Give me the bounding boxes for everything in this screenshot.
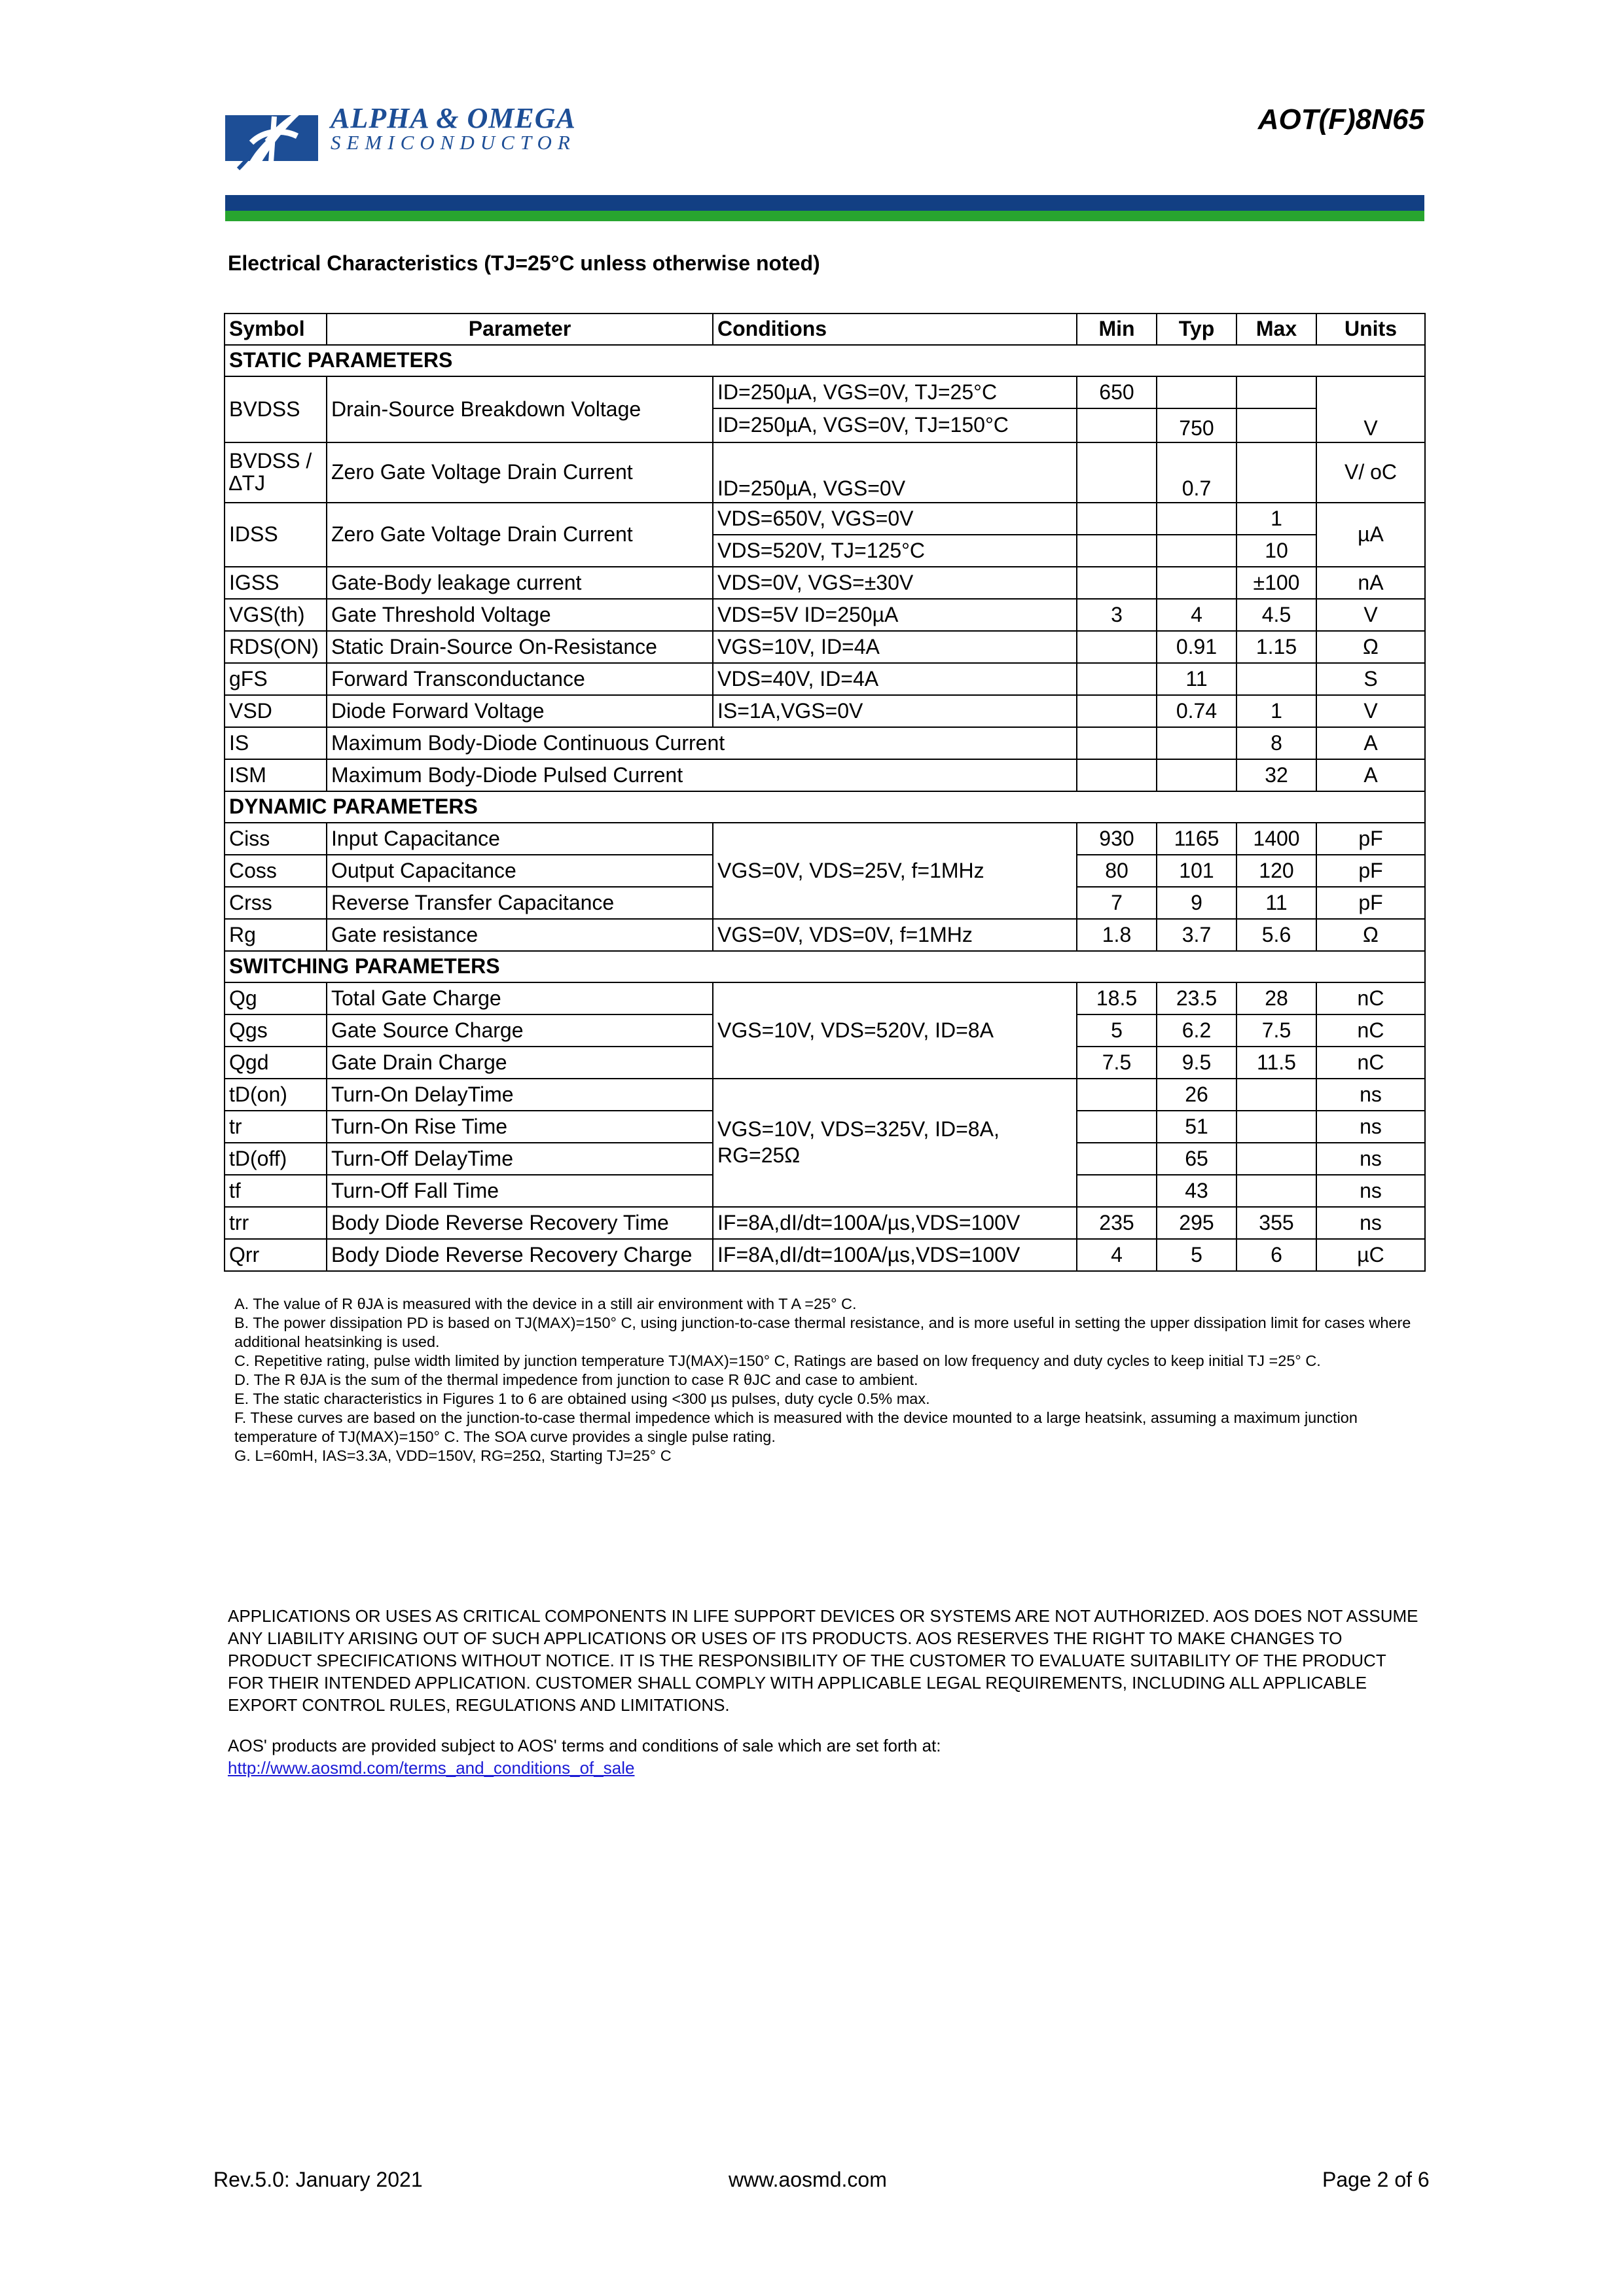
min-cell [1077,727,1157,759]
typ-cell: 5 [1157,1239,1236,1271]
section-label: STATIC PARAMETERS [225,345,1425,376]
legal-disclaimer: APPLICATIONS OR USES AS CRITICAL COMPONENTS IN LIFE SUPPORT DEVICES OR SYSTEMS ARE NOT AUTHORIZED. AOS DOES NOT ASSUME ANY LIABILITY ARISING OUT OF SUCH APPLICATIONS OR USES OF ITS PRODUCTS. AOS RESERVES THE RIGHT TO MAKE CHANGES TO PRODUCT SPECIFICATIONS WITHOUT NOTICE. IT IS THE RESPONSIBILITY OF THE CUSTOMER TO EVALUATE SUITABILITY OF THE PRODUCT FOR THEIR INTENDED APPLICATION. CUSTOMER SHALL COMPLY WITH APPLICABLE LEGAL REQUIREMENTS, INCLUDING ALL APPLICABLE EXPORT CONTROL RULES, REGULATIONS AND LIMITATIONS. [228,1606,1418,1715]
units-cell: nC [1316,1047,1425,1079]
max-cell [1236,1111,1316,1143]
terms-text: AOS' products are provided subject to AOS' terms and conditions of sale which are set forth at: [228,1736,941,1755]
typ-cell [1157,503,1236,535]
max-cell [1236,663,1316,695]
symbol-cell: BVDSS /∆TJ [225,442,327,503]
max-cell: 8 [1236,727,1316,759]
parameter-cell: Zero Gate Voltage Drain Current [327,442,713,503]
conditions-cell: VGS=0V, VDS=0V, f=1MHz [713,919,1077,951]
units-cell: pF [1316,855,1425,887]
min-cell: 7 [1077,887,1157,919]
conditions-cell: IS=1A,VGS=0V [713,695,1077,727]
parameter-cell: Gate Drain Charge [327,1047,713,1079]
table-row [225,442,1425,503]
alpha-omega-logo-icon [225,103,318,170]
symbol-cell: RDS(ON) [225,631,327,663]
conditions-cell: VDS=5V ID=250µA [713,599,1077,631]
section-row-switching [225,951,1425,982]
units-cell: ns [1316,1111,1425,1143]
section-title [228,251,820,276]
conditions-cell: VDS=520V, TJ=125°C [713,535,1077,567]
symbol-cell: VGS(th) [225,599,327,631]
typ-cell: 43 [1157,1175,1236,1207]
units-cell: µC [1316,1239,1425,1271]
typ-cell: 1165 [1157,823,1236,855]
units-cell: V [1316,695,1425,727]
parameter-cell: Turn-Off Fall Time [327,1175,713,1207]
min-cell: 5 [1077,1014,1157,1047]
min-cell [1077,442,1157,503]
footer-page-number: Page 2 of 6 [1322,2168,1430,2191]
table-row [225,599,1425,631]
col-header-conditions: Conditions [713,314,1077,345]
table-row [225,631,1425,663]
units-cell: S [1316,663,1425,695]
units-cell: V [1316,599,1425,631]
symbol-cell: Qgs [225,1014,327,1047]
typ-cell: 23.5 [1157,982,1236,1014]
table-row [225,1207,1425,1239]
max-cell [1236,1143,1316,1175]
electrical-characteristics-table [224,313,1426,1272]
max-cell: 10 [1236,535,1316,567]
section-title-text: Electrical Characteristics (TJ=25°C unless otherwise noted) [228,251,820,275]
section-row-dynamic [225,791,1425,823]
max-cell [1236,408,1316,442]
terms-link[interactable]: http://www.aosmd.com/terms_and_conditions_of_sale [228,1758,635,1778]
footnote-g: G. L=60mH, IAS=3.3A, VDD=150V, RG=25Ω, Starting TJ=25° C [234,1447,672,1464]
units-cell: µA [1316,503,1425,567]
min-cell [1077,631,1157,663]
switch-cond-line-1: VGS=10V, VDS=325V, ID=8A, [717,1117,1000,1141]
parameter-cell: Maximum Body-Diode Continuous Current [327,727,1077,759]
typ-cell [1157,535,1236,567]
parameter-cell: Turn-Off DelayTime [327,1143,713,1175]
section-label: DYNAMIC PARAMETERS [225,791,1425,823]
table-row [225,919,1425,951]
min-cell: 650 [1077,376,1157,408]
min-cell [1077,663,1157,695]
max-cell: 355 [1236,1207,1316,1239]
conditions-cell: VGS=10V, ID=4A [713,631,1077,663]
max-cell: 1400 [1236,823,1316,855]
conditions-cell: VDS=650V, VGS=0V [713,503,1077,535]
units-cell: nC [1316,982,1425,1014]
parameter-cell: Zero Gate Voltage Drain Current [327,503,713,567]
max-cell: 6 [1236,1239,1316,1271]
footer-website: www.aosmd.com [729,2168,887,2191]
col-header-max: Max [1236,314,1316,345]
symbol-cell: tD(on) [225,1079,327,1111]
conditions-cell: ID=250µA, VGS=0V, TJ=25°C [713,376,1077,408]
symbol-cell: Ciss [225,823,327,855]
typ-cell: 65 [1157,1143,1236,1175]
symbol-cell: BVDSS [225,376,327,442]
units-cell: pF [1316,823,1425,855]
col-header-min: Min [1077,314,1157,345]
typ-cell [1157,376,1236,408]
max-cell: 5.6 [1236,919,1316,951]
min-cell: 80 [1077,855,1157,887]
min-cell: 3 [1077,599,1157,631]
table-row [225,567,1425,599]
symbol-cell: Qgd [225,1047,327,1079]
typ-cell: 0.91 [1157,631,1236,663]
symbol-cell: trr [225,1207,327,1239]
symbol-cell: Coss [225,855,327,887]
typ-cell [1157,567,1236,599]
parameter-cell: Drain-Source Breakdown Voltage [327,376,713,442]
footnote-d: D. The R θJA is the sum of the thermal impedence from junction to case R θJC and case to ambient. [234,1371,918,1388]
table-row [225,982,1425,1014]
symbol-cell: IGSS [225,567,327,599]
parameter-cell: Turn-On DelayTime [327,1079,713,1111]
typ-cell: 51 [1157,1111,1236,1143]
table-row [225,1239,1425,1271]
min-cell [1077,1143,1157,1175]
typ-cell: 9.5 [1157,1047,1236,1079]
min-cell: 18.5 [1077,982,1157,1014]
part-number: AOT(F)8N65 [1257,103,1424,135]
conditions-cell [713,1079,1077,1207]
table-row [225,759,1425,791]
parameter-cell: Gate Source Charge [327,1014,713,1047]
conditions-cell: ID=250µA, VGS=0V [713,442,1077,503]
symbol-cell: tD(off) [225,1143,327,1175]
parameter-cell: Turn-On Rise Time [327,1111,713,1143]
typ-cell: 0.74 [1157,695,1236,727]
units-cell: A [1316,759,1425,791]
switch-cond-line-2: RG=25Ω [717,1143,801,1167]
typ-cell [1157,727,1236,759]
units-cell: ns [1316,1079,1425,1111]
units-cell: V/ oC [1316,442,1425,503]
footnote-f: F. These curves are based on the junction-to-case thermal impedence which is measured with the device mounted to a large heatsink, assuming a maximum junction temperature of TJ(MAX)=150° C. The SOA curve provides a single pulse rating. [234,1409,1358,1445]
max-cell: 120 [1236,855,1316,887]
table-row [225,823,1425,855]
typ-cell: 750 [1157,408,1236,442]
parameter-cell: Body Diode Reverse Recovery Charge [327,1239,713,1271]
footnote-c: C. Repetitive rating, pulse width limited by junction temperature TJ(MAX)=150° C, Ratings are based on low frequency and duty cycles to keep initial TJ =25° C. [234,1352,1321,1369]
conditions-cell: VGS=0V, VDS=25V, f=1MHz [713,823,1077,919]
min-cell [1077,1079,1157,1111]
symbol-cell: IDSS [225,503,327,567]
units-cell: A [1316,727,1425,759]
min-cell: 4 [1077,1239,1157,1271]
symbol-cell: IS [225,727,327,759]
typ-cell: 3.7 [1157,919,1236,951]
footnote-e: E. The static characteristics in Figures 1 to 6 are obtained using <300 µs pulses, duty cycle 0.5% max. [234,1390,930,1407]
max-cell: 28 [1236,982,1316,1014]
parameter-cell: Gate-Body leakage current [327,567,713,599]
symbol-cell: Crss [225,887,327,919]
terms-block [228,1734,941,1779]
typ-cell: 4 [1157,599,1236,631]
symbol-cell: tr [225,1111,327,1143]
typ-cell: 295 [1157,1207,1236,1239]
typ-cell: 0.7 [1157,442,1236,503]
units-cell: ns [1316,1175,1425,1207]
footnote-b: B. The power dissipation PD is based on TJ(MAX)=150° C, using junction-to-case thermal resistance, and is more useful in setting the upper dissipation limit for cases where additional heatsinking is used. [234,1314,1411,1350]
footnotes [234,1295,1413,1465]
units-cell: Ω [1316,631,1425,663]
symbol-cell: Qg [225,982,327,1014]
table-header-row [225,314,1425,345]
typ-cell: 11 [1157,663,1236,695]
table-row [225,503,1425,535]
conditions-cell: VDS=40V, ID=4A [713,663,1077,695]
min-cell [1077,503,1157,535]
parameter-cell: Output Capacitance [327,855,713,887]
max-cell: 11.5 [1236,1047,1316,1079]
min-cell [1077,1111,1157,1143]
parameter-cell: Input Capacitance [327,823,713,855]
footer-revision: Rev.5.0: January 2021 [213,2168,423,2191]
col-header-typ: Typ [1157,314,1236,345]
max-cell: 4.5 [1236,599,1316,631]
min-cell: 1.8 [1077,919,1157,951]
col-header-units: Units [1316,314,1425,345]
conditions-cell: ID=250µA, VGS=0V, TJ=150°C [713,408,1077,442]
units-cell: V [1316,376,1425,442]
col-header-symbol: Symbol [225,314,327,345]
min-cell: 7.5 [1077,1047,1157,1079]
conditions-cell: VDS=0V, VGS=±30V [713,567,1077,599]
header-band-green [225,211,1424,221]
max-cell: 11 [1236,887,1316,919]
min-cell [1077,1175,1157,1207]
parameter-cell: Gate Threshold Voltage [327,599,713,631]
min-cell [1077,695,1157,727]
conditions-cell: IF=8A,dI/dt=100A/µs,VDS=100V [713,1207,1077,1239]
table-row [225,663,1425,695]
units-cell: nA [1316,567,1425,599]
max-cell: 1.15 [1236,631,1316,663]
symbol-cell: Qrr [225,1239,327,1271]
brand-subtitle: SEMICONDUCTOR [331,131,576,154]
min-cell: 930 [1077,823,1157,855]
min-cell [1077,759,1157,791]
section-label: SWITCHING PARAMETERS [225,951,1425,982]
symbol-cell: Rg [225,919,327,951]
units-cell: ns [1316,1143,1425,1175]
brand-name: ALPHA & OMEGA [331,102,576,134]
section-row-static [225,345,1425,376]
max-cell [1236,1175,1316,1207]
max-cell [1236,1079,1316,1111]
parameter-cell: Total Gate Charge [327,982,713,1014]
typ-cell: 6.2 [1157,1014,1236,1047]
typ-cell [1157,759,1236,791]
typ-cell: 26 [1157,1079,1236,1111]
header-band-blue [225,195,1424,211]
units-cell: pF [1316,887,1425,919]
units-cell: nC [1316,1014,1425,1047]
symbol-cell: ISM [225,759,327,791]
symbol-cell: VSD [225,695,327,727]
units-cell: ns [1316,1207,1425,1239]
parameter-cell: Diode Forward Voltage [327,695,713,727]
max-cell: 7.5 [1236,1014,1316,1047]
parameter-cell: Gate resistance [327,919,713,951]
conditions-cell: VGS=10V, VDS=520V, ID=8A [713,982,1077,1079]
parameter-cell: Static Drain-Source On-Resistance [327,631,713,663]
symbol-cell: gFS [225,663,327,695]
typ-cell: 9 [1157,887,1236,919]
max-cell: 1 [1236,695,1316,727]
parameter-cell: Maximum Body-Diode Pulsed Current [327,759,1077,791]
conditions-cell: IF=8A,dI/dt=100A/µs,VDS=100V [713,1239,1077,1271]
max-cell: 1 [1236,503,1316,535]
parameter-cell: Reverse Transfer Capacitance [327,887,713,919]
footnote-a: A. The value of R θJA is measured with the device in a still air environment with T A =25° C. [234,1295,857,1312]
min-cell: 235 [1077,1207,1157,1239]
max-cell: 32 [1236,759,1316,791]
table-row [225,695,1425,727]
min-cell [1077,567,1157,599]
symbol-cell: tf [225,1175,327,1207]
min-cell [1077,408,1157,442]
typ-cell: 101 [1157,855,1236,887]
max-cell [1236,376,1316,408]
parameter-cell: Body Diode Reverse Recovery Time [327,1207,713,1239]
max-cell [1236,442,1316,503]
max-cell: ±100 [1236,567,1316,599]
col-header-parameter: Parameter [327,314,713,345]
parameter-cell: Forward Transconductance [327,663,713,695]
min-cell [1077,535,1157,567]
table-row [225,1079,1425,1111]
units-cell: Ω [1316,919,1425,951]
table-row [225,727,1425,759]
table-row [225,376,1425,408]
